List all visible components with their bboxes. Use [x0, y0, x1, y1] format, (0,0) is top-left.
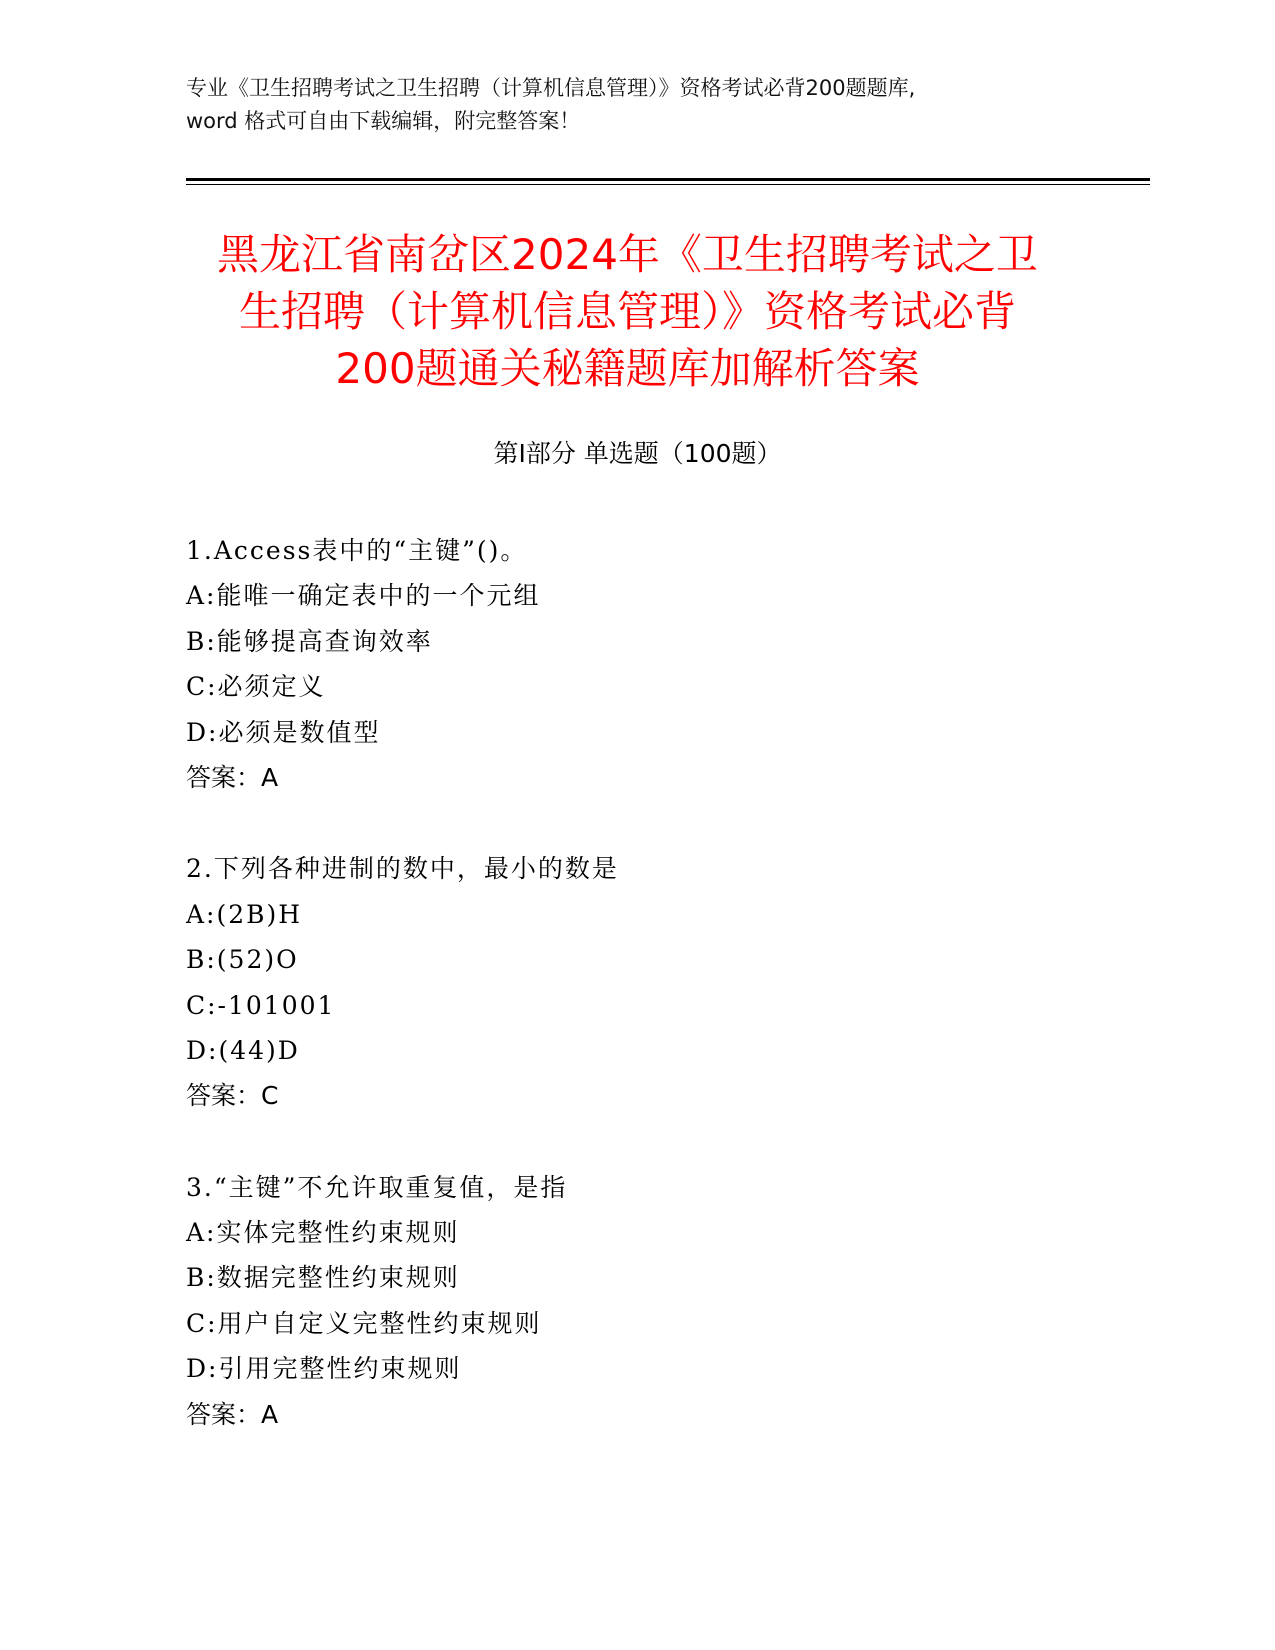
answer: 答案：C [186, 1081, 279, 1111]
title-line-1: 黑龙江省南岔区2024年《卫生招聘考试之卫 [217, 230, 1038, 279]
question-1 [186, 528, 1086, 800]
question-stem: 2.下列各种进制的数中，最小的数是 [186, 854, 619, 884]
option-b: B:能够提高查询效率 [186, 626, 433, 656]
question-3 [186, 1165, 1086, 1437]
question-stem: 1.Access表中的“主键”()。 [186, 536, 528, 565]
header-note-line-2: word 格式可自由下载编辑，附完整答案！ [186, 109, 581, 133]
question-stem: 3.“主键”不允许取重复值，是指 [186, 1172, 568, 1202]
section-heading: 第Ⅰ部分 单选题（100题） [493, 439, 782, 468]
header-divider-thin [186, 184, 1150, 185]
option-d: D:引用完整性约束规则 [186, 1354, 462, 1384]
title-line-2: 生招聘（计算机信息管理）》资格考试必背 [238, 287, 1016, 336]
title-line-3: 200题通关秘籍题库加解析答案 [335, 344, 920, 393]
document-title [160, 226, 1095, 397]
option-d: D:(44)D [186, 1035, 300, 1065]
option-a: A:(2B)H [186, 899, 303, 929]
option-a: A:能唯一确定表中的一个元组 [186, 581, 541, 611]
option-c: C:用户自定义完整性约束规则 [186, 1308, 542, 1338]
answer: 答案：A [186, 762, 279, 792]
question-2 [186, 846, 1086, 1118]
option-a: A:实体完整性约束规则 [186, 1218, 460, 1248]
option-b: B:数据完整性约束规则 [186, 1263, 460, 1293]
header-note-line-1: 专业《卫生招聘考试之卫生招聘（计算机信息管理）》资格考试必背200题题库, [186, 76, 916, 100]
option-c: C:-101001 [186, 990, 336, 1020]
answer: 答案：A [186, 1399, 279, 1429]
header-note [186, 72, 1106, 138]
option-c: C:必须定义 [186, 672, 326, 702]
header-divider-thick [186, 178, 1150, 181]
option-d: D:必须是数值型 [186, 717, 381, 747]
option-b: B:(52)O [186, 945, 299, 975]
question-list [186, 528, 1086, 1483]
